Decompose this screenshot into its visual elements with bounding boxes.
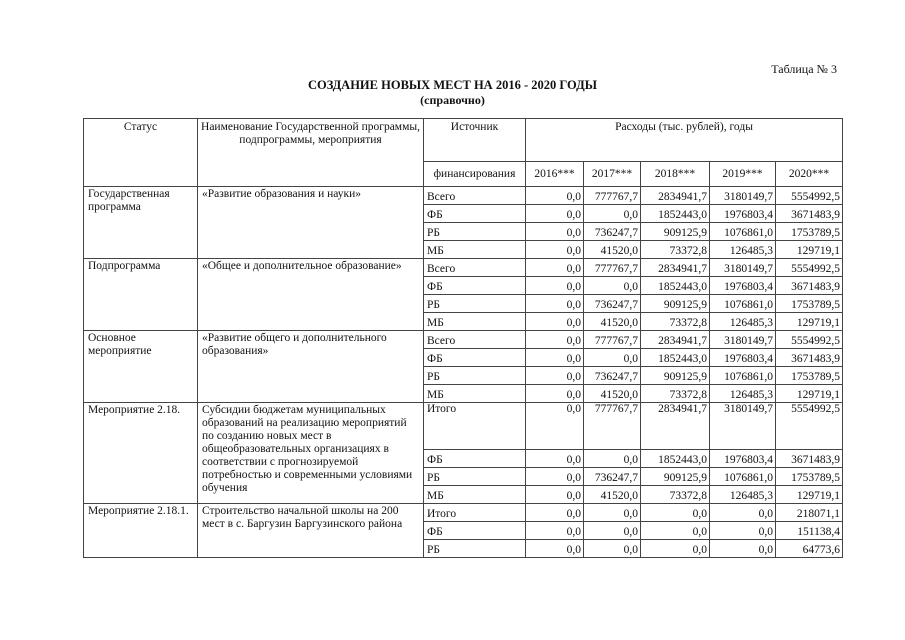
value-cell: 73372,8 — [641, 486, 710, 504]
value-cell: 1076861,0 — [710, 367, 776, 385]
header-year: 2020*** — [776, 162, 843, 187]
header-row — [84, 119, 843, 162]
value-cell: 5554992,5 — [776, 187, 843, 205]
value-cell: 0,0 — [641, 522, 710, 540]
source-cell: РБ — [424, 540, 526, 558]
source-cell: Итого — [424, 504, 526, 522]
value-cell: 73372,8 — [641, 241, 710, 259]
table-caption: Таблица № 3 — [771, 62, 837, 76]
value-cell: 1753789,5 — [776, 223, 843, 241]
value-cell: 129719,1 — [776, 486, 843, 504]
source-cell: РБ — [424, 468, 526, 486]
value-cell: 2834941,7 — [641, 331, 710, 349]
value-cell: 777767,7 — [584, 331, 641, 349]
value-cell: 5554992,5 — [776, 259, 843, 277]
name-cell: Строительство начальной школы на 200 мест в с. Баргузин Баргузинского района — [198, 504, 424, 558]
source-cell: МБ — [424, 241, 526, 259]
source-cell: ФБ — [424, 205, 526, 223]
page-subtitle: (справочно) — [420, 93, 485, 107]
value-cell: 0,0 — [526, 468, 584, 486]
header-year: 2017*** — [584, 162, 641, 187]
value-cell: 73372,8 — [641, 385, 710, 403]
value-cell: 3671483,9 — [776, 205, 843, 223]
value-cell: 0,0 — [526, 313, 584, 331]
value-cell: 0,0 — [584, 205, 641, 223]
value-cell: 0,0 — [526, 385, 584, 403]
value-cell: 41520,0 — [584, 385, 641, 403]
source-cell: РБ — [424, 223, 526, 241]
value-cell: 0,0 — [526, 349, 584, 367]
value-cell: 41520,0 — [584, 241, 641, 259]
value-cell: 1976803,4 — [710, 450, 776, 468]
value-cell: 0,0 — [526, 259, 584, 277]
value-cell: 3180149,7 — [710, 331, 776, 349]
value-cell: 909125,9 — [641, 223, 710, 241]
header-year: 2018*** — [641, 162, 710, 187]
value-cell: 736247,7 — [584, 367, 641, 385]
value-cell: 0,0 — [526, 367, 584, 385]
value-cell: 1976803,4 — [710, 205, 776, 223]
value-cell: 3180149,7 — [710, 187, 776, 205]
status-cell: Государственная программа — [84, 187, 198, 259]
source-cell: МБ — [424, 313, 526, 331]
value-cell: 0,0 — [584, 450, 641, 468]
source-cell: МБ — [424, 385, 526, 403]
value-cell: 0,0 — [641, 504, 710, 522]
source-cell: МБ — [424, 486, 526, 504]
value-cell: 1852443,0 — [641, 349, 710, 367]
value-cell: 2834941,7 — [641, 403, 710, 450]
header-source-financing: финансирования — [424, 162, 526, 187]
source-cell: Всего — [424, 331, 526, 349]
value-cell: 5554992,5 — [776, 403, 843, 450]
name-cell: «Развитие общего и дополнительного образования» — [198, 331, 424, 403]
status-cell: Подпрограмма — [84, 259, 198, 331]
value-cell: 3671483,9 — [776, 349, 843, 367]
value-cell: 2834941,7 — [641, 187, 710, 205]
value-cell: 5554992,5 — [776, 331, 843, 349]
header-source: Источник — [424, 119, 526, 162]
value-cell: 2834941,7 — [641, 259, 710, 277]
value-cell: 736247,7 — [584, 223, 641, 241]
value-cell: 0,0 — [526, 241, 584, 259]
value-cell: 41520,0 — [584, 486, 641, 504]
status-cell: Основное мероприятие — [84, 331, 198, 403]
value-cell: 1852443,0 — [641, 205, 710, 223]
value-cell: 0,0 — [526, 540, 584, 558]
value-cell: 3671483,9 — [776, 277, 843, 295]
value-cell: 0,0 — [584, 522, 641, 540]
value-cell: 1852443,0 — [641, 277, 710, 295]
source-cell: Всего — [424, 187, 526, 205]
value-cell: 0,0 — [584, 277, 641, 295]
value-cell: 1852443,0 — [641, 450, 710, 468]
table-row — [84, 504, 843, 522]
value-cell: 1076861,0 — [710, 223, 776, 241]
source-cell: ФБ — [424, 349, 526, 367]
value-cell: 0,0 — [584, 540, 641, 558]
value-cell: 1076861,0 — [710, 468, 776, 486]
header-name: Наименование Государственной программы, подпрограммы, мероприятия — [198, 119, 424, 187]
value-cell: 1976803,4 — [710, 277, 776, 295]
value-cell: 3180149,7 — [710, 403, 776, 450]
name-cell: «Развитие образования и науки» — [198, 187, 424, 259]
value-cell: 64773,6 — [776, 540, 843, 558]
value-cell: 0,0 — [526, 331, 584, 349]
value-cell: 0,0 — [526, 295, 584, 313]
table-row — [84, 331, 843, 349]
value-cell: 129719,1 — [776, 241, 843, 259]
value-cell: 0,0 — [526, 403, 584, 450]
value-cell: 909125,9 — [641, 295, 710, 313]
value-cell: 1753789,5 — [776, 468, 843, 486]
value-cell: 129719,1 — [776, 313, 843, 331]
value-cell: 1976803,4 — [710, 349, 776, 367]
value-cell: 126485,3 — [710, 486, 776, 504]
page-title: СОЗДАНИЕ НОВЫХ МЕСТ НА 2016 - 2020 ГОДЫ — [308, 78, 597, 92]
value-cell: 0,0 — [710, 522, 776, 540]
source-cell: ФБ — [424, 450, 526, 468]
header-year: 2019*** — [710, 162, 776, 187]
value-cell: 777767,7 — [584, 187, 641, 205]
status-cell: Мероприятие 2.18.1. — [84, 504, 198, 558]
value-cell: 0,0 — [526, 205, 584, 223]
source-cell: ФБ — [424, 522, 526, 540]
source-cell: Итого — [424, 403, 526, 450]
value-cell: 1753789,5 — [776, 295, 843, 313]
status-cell: Мероприятие 2.18. — [84, 403, 198, 504]
value-cell: 0,0 — [526, 522, 584, 540]
value-cell: 0,0 — [526, 450, 584, 468]
value-cell: 41520,0 — [584, 313, 641, 331]
value-cell: 3671483,9 — [776, 450, 843, 468]
source-cell: РБ — [424, 295, 526, 313]
value-cell: 0,0 — [526, 486, 584, 504]
source-cell: Всего — [424, 259, 526, 277]
header-expenses: Расходы (тыс. рублей), годы — [526, 119, 843, 162]
value-cell: 0,0 — [526, 187, 584, 205]
value-cell: 1753789,5 — [776, 367, 843, 385]
value-cell: 777767,7 — [584, 259, 641, 277]
value-cell: 0,0 — [526, 223, 584, 241]
header-year: 2016*** — [526, 162, 584, 187]
value-cell: 0,0 — [641, 540, 710, 558]
value-cell: 0,0 — [710, 504, 776, 522]
value-cell: 3180149,7 — [710, 259, 776, 277]
value-cell: 909125,9 — [641, 468, 710, 486]
value-cell: 909125,9 — [641, 367, 710, 385]
name-cell: «Общее и дополнительное образование» — [198, 259, 424, 331]
value-cell: 218071,1 — [776, 504, 843, 522]
name-cell: Субсидии бюджетам муниципальных образований на реализацию мероприятий по созданию новых мест в общеобразовательных организациях в соответствии с прогнозируемой потребностью и современными условиями обучения — [198, 403, 424, 504]
table-row — [84, 403, 843, 450]
header-status: Статус — [84, 119, 198, 187]
value-cell: 0,0 — [526, 277, 584, 295]
value-cell: 151138,4 — [776, 522, 843, 540]
value-cell: 126485,3 — [710, 385, 776, 403]
value-cell: 0,0 — [584, 504, 641, 522]
value-cell: 0,0 — [584, 349, 641, 367]
value-cell: 1076861,0 — [710, 295, 776, 313]
value-cell: 0,0 — [526, 504, 584, 522]
value-cell: 777767,7 — [584, 403, 641, 450]
table-row — [84, 259, 843, 277]
value-cell: 126485,3 — [710, 313, 776, 331]
value-cell: 126485,3 — [710, 241, 776, 259]
value-cell: 736247,7 — [584, 295, 641, 313]
value-cell: 129719,1 — [776, 385, 843, 403]
expenses-table — [83, 118, 843, 558]
value-cell: 736247,7 — [584, 468, 641, 486]
source-cell: ФБ — [424, 277, 526, 295]
table-row — [84, 187, 843, 205]
value-cell: 73372,8 — [641, 313, 710, 331]
value-cell: 0,0 — [710, 540, 776, 558]
source-cell: РБ — [424, 367, 526, 385]
